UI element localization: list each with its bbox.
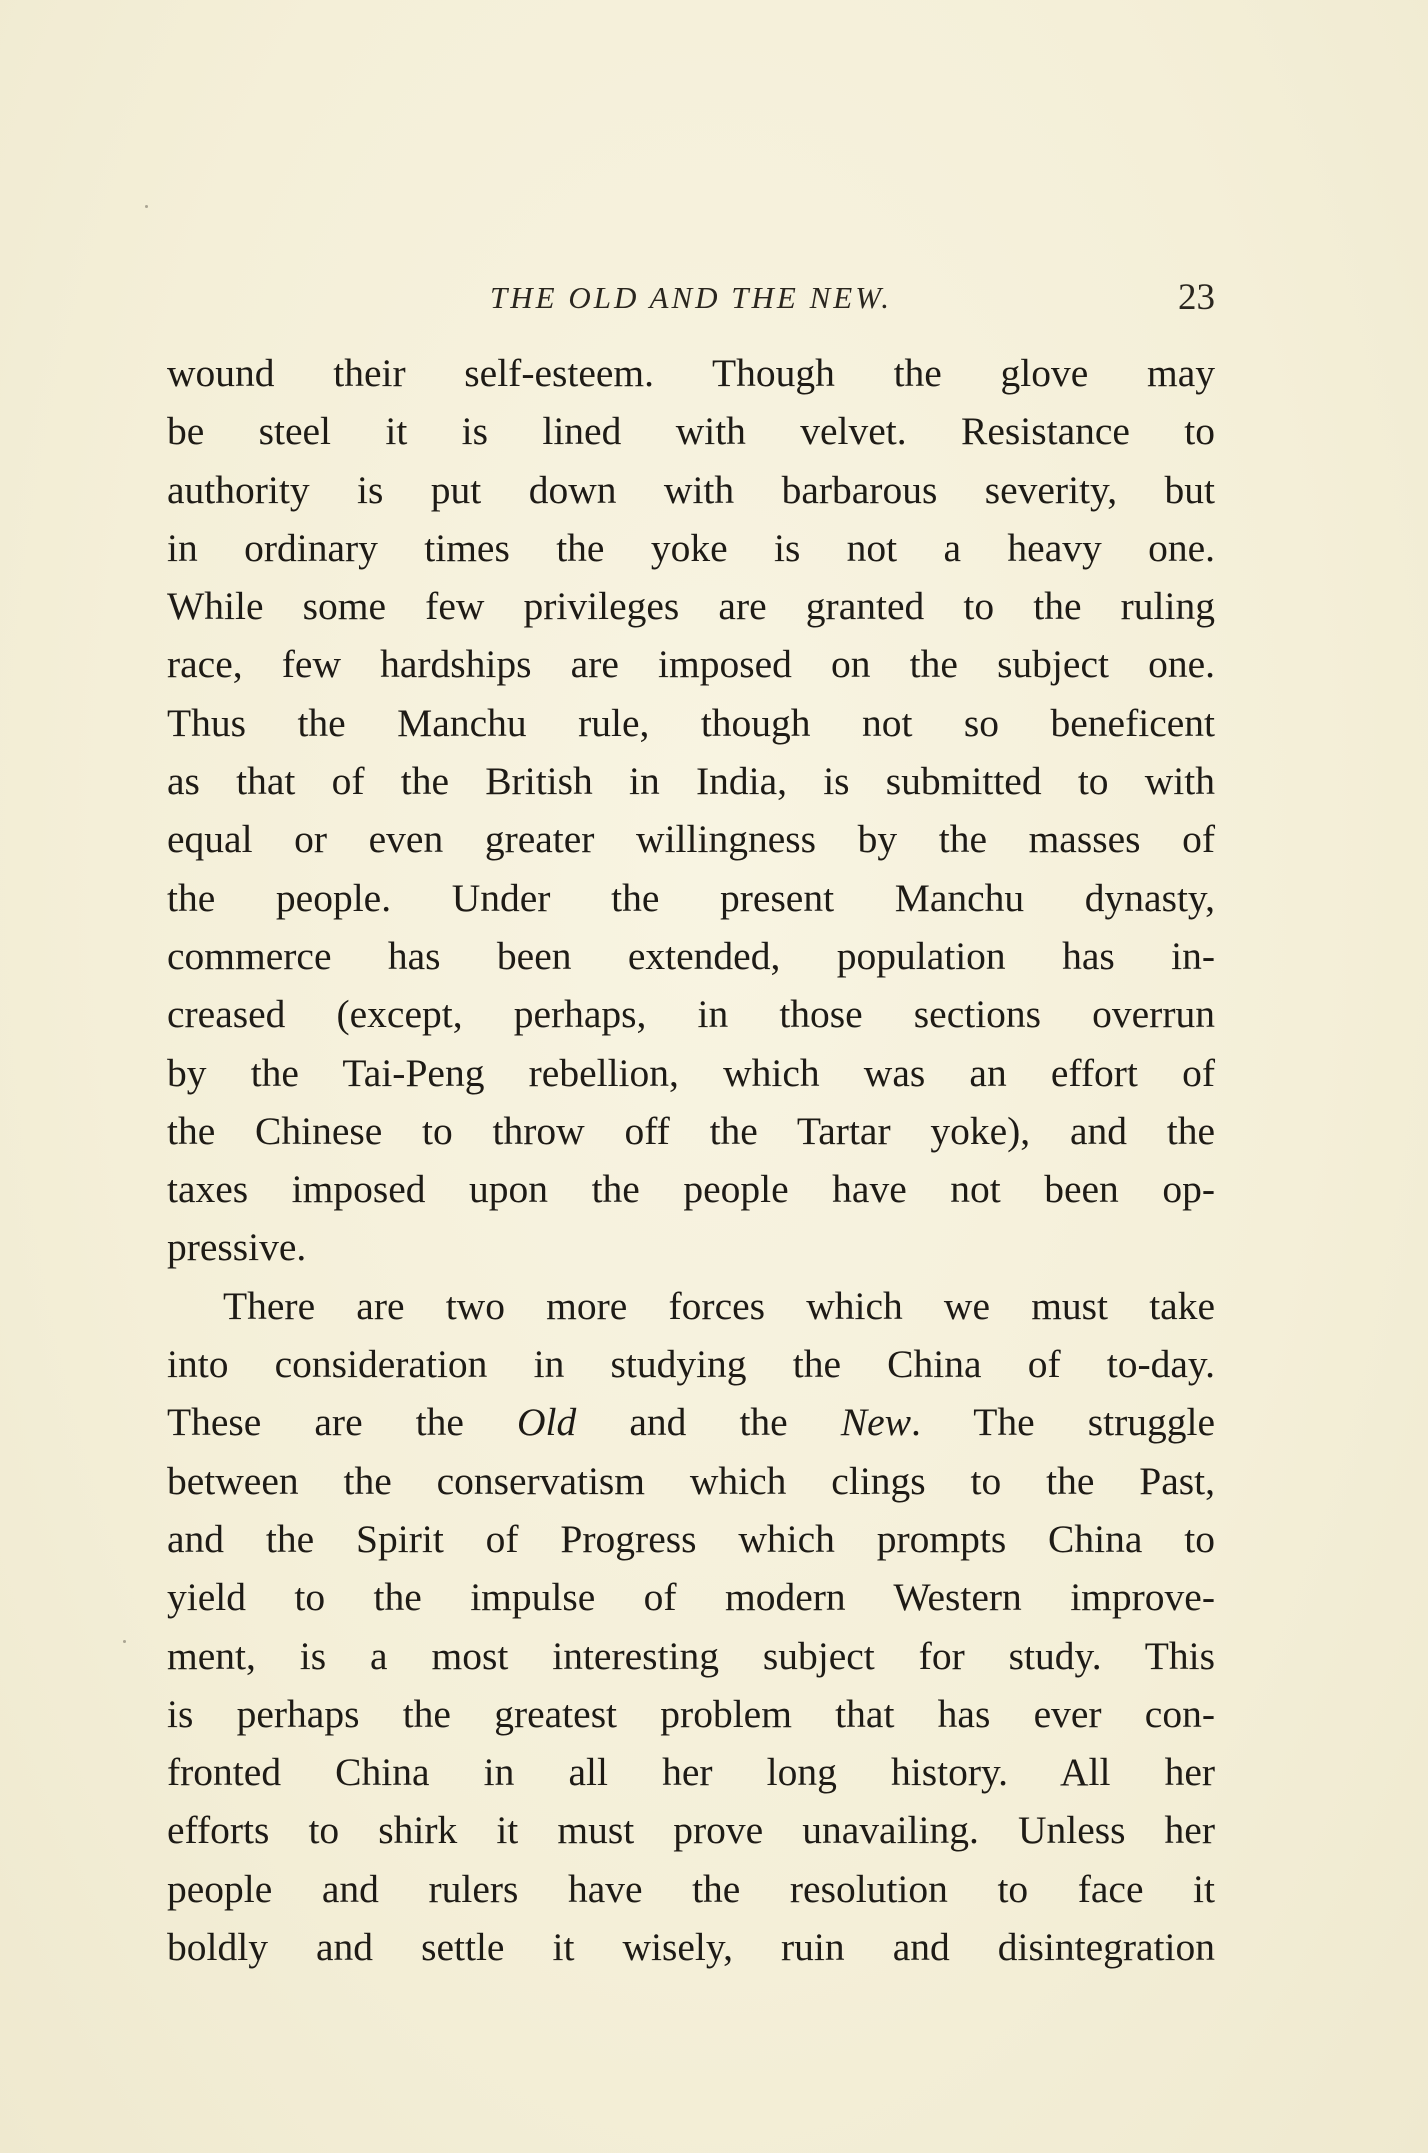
text-line: in ordinary times the yoke is not a heavy one. — [167, 525, 1215, 570]
text-line: as that of the British in India, is submitted to with — [167, 759, 1215, 804]
body-text — [167, 344, 1215, 1976]
text-line: authority is put down with barbarous severity, but — [167, 467, 1215, 512]
running-head — [167, 270, 1215, 326]
text-line: wound their self-esteem. Though the glove may — [167, 351, 1215, 395]
paper-speck — [145, 205, 148, 208]
text-line: the people. Under the present Manchu dynasty, — [167, 875, 1215, 920]
text-line: taxes imposed upon the people have not been op- — [167, 1167, 1215, 1212]
text-line: equal or even greater willingness by the masses of — [167, 817, 1215, 862]
paragraph-end-line: pressive. — [167, 1225, 307, 1270]
text-segment: and the — [576, 1400, 841, 1445]
text-line: Thus the Manchu rule, though not so beneficent — [167, 700, 1215, 745]
text-line: commerce has been extended, population has in- — [167, 933, 1215, 978]
italic-term-new: New — [840, 1400, 912, 1445]
text-line: is perhaps the greatest problem that has ever con- — [167, 1691, 1215, 1736]
text-line: between the conservatism which clings to the Past, — [167, 1458, 1215, 1503]
text-line: the Chinese to throw off the Tartar yoke), and the — [167, 1108, 1215, 1153]
running-title: THE OLD AND THE NEW. — [490, 280, 892, 315]
text-segment: . The struggle — [911, 1400, 1215, 1445]
paper-speck — [123, 1640, 126, 1643]
text-line: fronted China in all her long history. All her — [167, 1750, 1215, 1795]
text-line: be steel it is lined with velvet. Resistance to — [167, 409, 1215, 454]
paragraph-start-line: There are two more forces which we must take — [223, 1283, 1215, 1328]
text-line: yield to the impulse of modern Western improve- — [167, 1575, 1215, 1620]
text-line: and the Spirit of Progress which prompts China to — [167, 1516, 1215, 1561]
text-line: ment, is a most interesting subject for study. This — [167, 1633, 1215, 1678]
text-line-with-italics — [167, 1393, 1215, 1451]
text-line: into consideration in studying the China of to-day. — [167, 1342, 1215, 1387]
page-number: 23 — [1178, 277, 1215, 318]
text-line: creased (except, perhaps, in those sections overrun — [167, 992, 1215, 1037]
text-line: race, few hardships are imposed on the subject one. — [167, 642, 1215, 687]
text-line: While some few privileges are granted to the ruling — [167, 584, 1215, 629]
text-line: boldly and settle it wisely, ruin and disintegration — [167, 1925, 1215, 1970]
text-line: by the Tai-Peng rebellion, which was an effort of — [167, 1050, 1215, 1095]
italic-term-old: Old — [517, 1400, 577, 1445]
text-line: people and rulers have the resolution to face it — [167, 1866, 1215, 1911]
text-segment: These are the — [167, 1400, 518, 1445]
text-line: efforts to shirk it must prove unavailing. Unless her — [167, 1808, 1215, 1853]
